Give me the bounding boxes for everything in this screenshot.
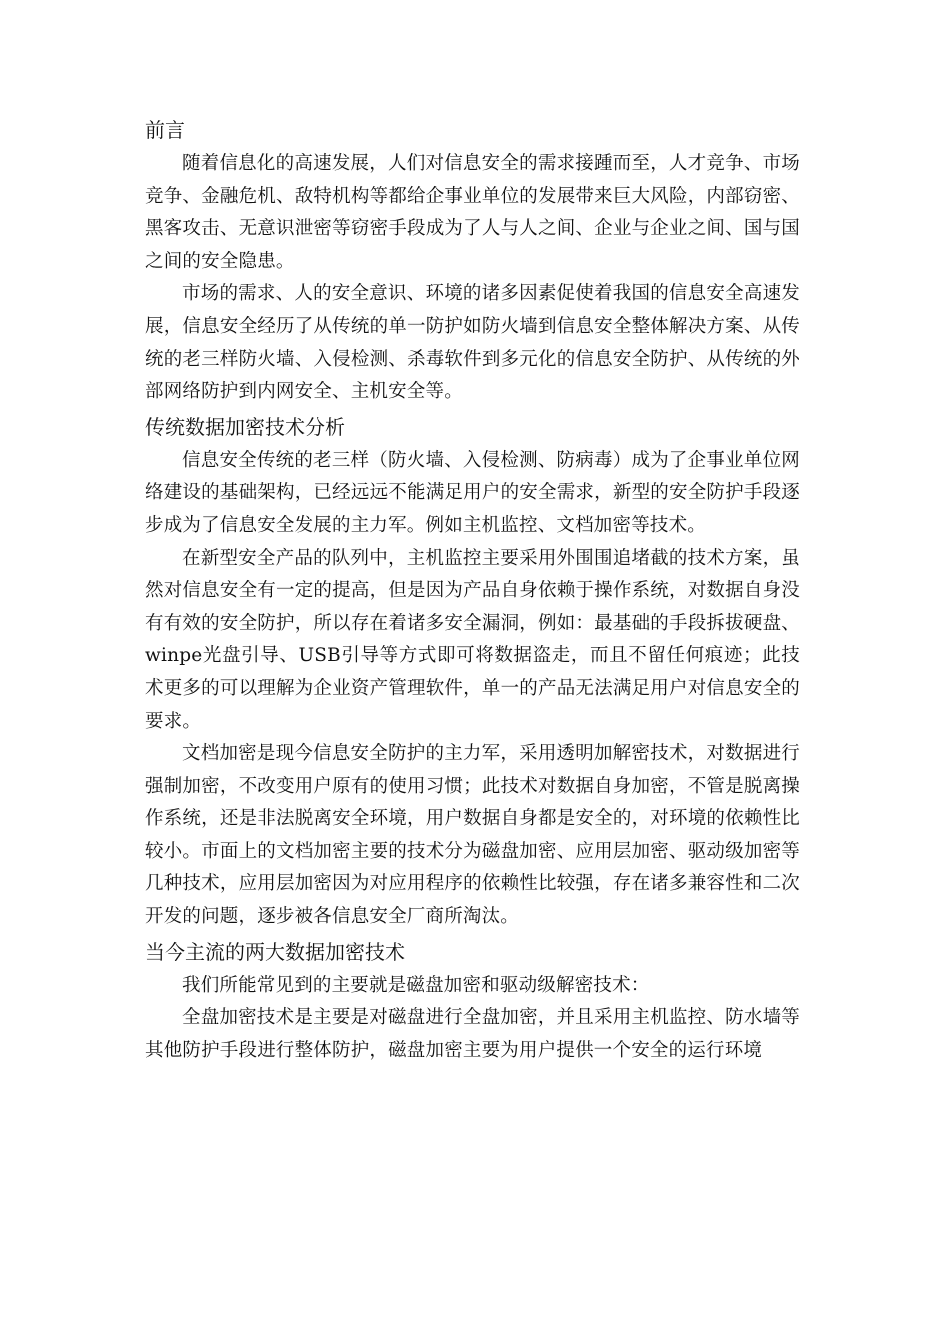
document-page [145, 112, 800, 1067]
section-preface [145, 112, 800, 409]
paragraph: 随着信息化的高速发展，人们对信息安全的需求接踵而至，人才竞争、市场竞争、金融危机、敌特机构等都给企事业单位的发展带来巨大风险，内部窃密、黑客攻击、无意识泄密等窃密手段成为了人与人之间、企业与企业之间、国与国之间的安全隐患。 [145, 153, 800, 272]
paragraph: 文档加密是现今信息安全防护的主力军，采用透明加解密技术，对数据进行强制加密，不改变用户原有的使用习惯；此技术对数据自身加密，不管是脱离操作系统，还是非法脱离安全环境，用户数据自身都是安全的，对环境的依赖性比较小。市面上的文档加密主要的技术分为磁盘加密、应用层加密、驱动级加密等几种技术，应用层加密因为对应用程序的依赖性比较强，存在诸多兼容性和二次开发的问题，逐步被各信息安全厂商所淘汰。 [145, 743, 800, 928]
paragraph: 市场的需求、人的安全意识、环境的诸多因素促使着我国的信息安全高速发展，信息安全经历了从传统的单一防护如防火墙到信息安全整体解决方案、从传统的老三样防火墙、入侵检测、杀毒软件到多元化的信息安全防护、从传统的外部网络防护到内网安全、主机安全等。 [145, 283, 800, 403]
section-heading: 当今主流的两大数据加密技术 [145, 939, 405, 964]
paragraph: 全盘加密技术是主要是对磁盘进行全盘加密，并且采用主机监控、防水墙等其他防护手段进行整体防护，磁盘加密主要为用户提供一个安全的运行环境 [145, 1007, 800, 1061]
section-traditional-encryption [145, 409, 800, 934]
section-heading: 传统数据加密技术分析 [145, 414, 345, 439]
section-heading: 前言 [145, 118, 185, 142]
paragraph: 在新型安全产品的队列中，主机监控主要采用外围围追堵截的技术方案，虽然对信息安全有一定的提高，但是因为产品自身依赖于操作系统，对数据自身没有有效的安全防护，所以存在着诸多安全漏洞，例如：最基础的手段拆拔硬盘、winpe光盘引导、USB引导等方式即可将数据盗走，而且不留任何痕迹；此技术更多的可以理解为企业资产管理软件，单一的产品无法满足用户对信息安全的要求。 [145, 547, 800, 732]
section-mainstream-encryption [145, 934, 800, 1068]
paragraph: 信息安全传统的老三样（防火墙、入侵检测、防病毒）成为了企事业单位网络建设的基础架构，已经远远不能满足用户的安全需求，新型的安全防护手段逐步成为了信息安全发展的主力军。例如主机监控、文档加密等技术。 [145, 449, 800, 536]
paragraph: 我们所能常见到的主要就是磁盘加密和驱动级解密技术： [182, 974, 650, 996]
